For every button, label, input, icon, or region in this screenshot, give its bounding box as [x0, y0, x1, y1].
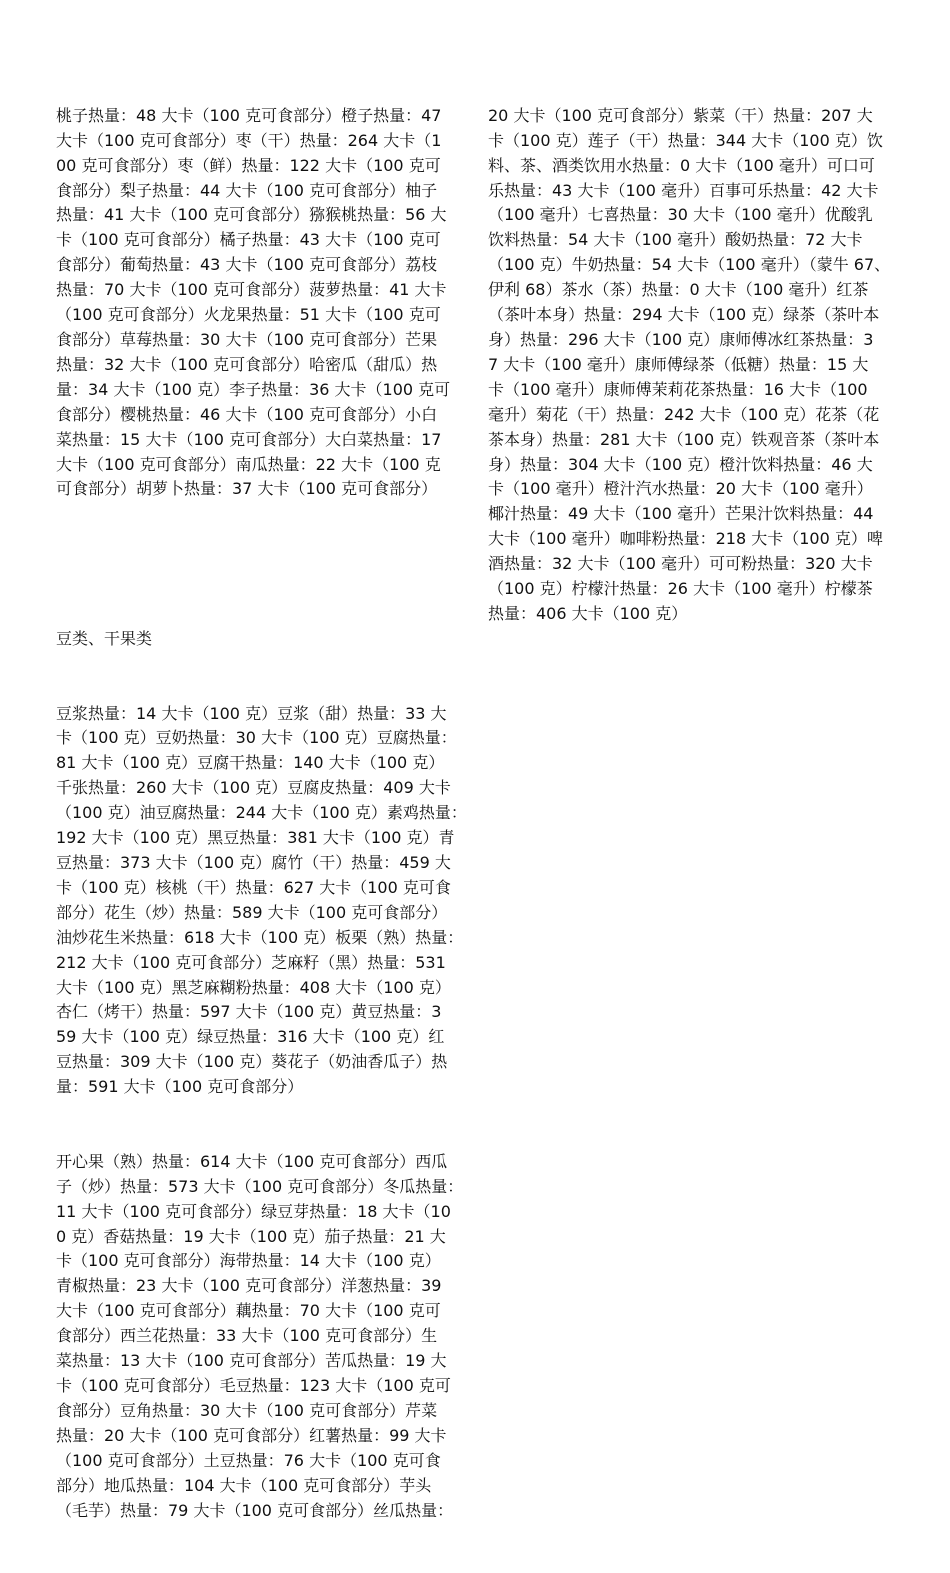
text-line: 卡（100 克可食部分）海带热量：14 大卡（100 克） — [56, 1251, 441, 1271]
text-line: 81 大卡（100 克）豆腐干热量：140 大卡（100 克） — [56, 753, 445, 773]
text-line: 食部分）葡萄热量：43 大卡（100 克可食部分）荔枝 — [56, 255, 438, 275]
text-line: 豆浆热量：14 大卡（100 克）豆浆（甜）热量：33 大 — [56, 703, 447, 723]
left-column — [56, 54, 470, 1573]
text-line: 开心果（熟）热量：614 大卡（100 克可食部分）西瓜 — [56, 1151, 448, 1171]
text-line: 卡（100 毫升）康师傅茉莉花茶热量：16 大卡（100 — [488, 379, 868, 399]
text-line: 热量：41 大卡（100 克可食部分）猕猴桃热量：56 大 — [56, 205, 447, 225]
text-line: 量：34 大卡（100 克）李子热量：36 大卡（100 克可 — [56, 379, 451, 399]
beans-paragraph — [56, 702, 470, 1101]
text-line: 桃子热量：48 大卡（100 克可食部分）橙子热量：47 — [56, 105, 442, 125]
text-line: 食部分）西兰花热量：33 大卡（100 克可食部分）生 — [56, 1326, 438, 1346]
text-line: 青椒热量：23 大卡（100 克可食部分）洋葱热量：39 — [56, 1276, 442, 1296]
text-line: （茶叶本身）热量：294 大卡（100 克）绿茶（茶叶本 — [488, 305, 880, 325]
text-line: （100 克）柠檬汁热量：26 大卡（100 毫升）柠檬茶 — [488, 579, 873, 599]
text-line: 部分）花生（炒）热量：589 大卡（100 克可食部分） — [56, 902, 448, 922]
text-line: 大卡（100 克）黑芝麻糊粉热量：408 大卡（100 克） — [56, 977, 451, 997]
text-line: 卡（100 克）核桃（干）热量：627 大卡（100 克可食 — [56, 877, 451, 897]
text-line: 大卡（100 克可食部分）枣（干）热量：264 大卡（1 — [56, 130, 442, 150]
text-line: 热量：32 大卡（100 克可食部分）哈密瓜（甜瓜）热 — [56, 354, 438, 374]
text-line: 乐热量：43 大卡（100 毫升）百事可乐热量：42 大卡 — [488, 180, 879, 200]
drinks-paragraph — [488, 104, 900, 627]
text-line: （100 克）牛奶热量：54 大卡（100 毫升）（蒙牛 67、 — [488, 255, 891, 275]
text-line: 热量：406 大卡（100 克） — [488, 603, 688, 623]
text-line: 热量：20 大卡（100 克可食部分）红薯热量：99 大卡 — [56, 1425, 447, 1445]
text-line: 椰汁热量：49 大卡（100 毫升）芒果汁饮料热量：44 — [488, 504, 874, 524]
text-line: （100 克）油豆腐热量：244 大卡（100 克）素鸡热量： — [56, 803, 467, 823]
text-line: 11 大卡（100 克可食部分）绿豆芽热量：18 大卡（10 — [56, 1201, 451, 1221]
text-line: 192 大卡（100 克）黑豆热量：381 大卡（100 克）青 — [56, 828, 455, 848]
text-line: 伊利 68）茶水（茶）热量：0 大卡（100 毫升）红茶 — [488, 280, 869, 300]
text-line: （100 克可食部分）土豆热量：76 大卡（100 克可食 — [56, 1450, 441, 1470]
text-line: 子（炒）热量：573 大卡（100 克可食部分）冬瓜热量： — [56, 1176, 464, 1196]
paragraph-gap — [56, 552, 470, 577]
text-line: 0 克）香菇热量：19 大卡（100 克）茄子热量：21 大 — [56, 1226, 446, 1246]
text-line: 部分）地瓜热量：104 大卡（100 克可食部分）芋头 — [56, 1475, 432, 1495]
text-line: 食部分）豆角热量：30 大卡（100 克可食部分）芹菜 — [56, 1400, 438, 1420]
section-heading: 豆类、干果类 — [56, 628, 153, 648]
text-line: 00 克可食部分）枣（鲜）热量：122 大卡（100 克可 — [56, 155, 441, 175]
text-line: 卡（100 克可食部分）橘子热量：43 大卡（100 克可 — [56, 230, 441, 250]
text-line: 卡（100 克）豆奶热量：30 大卡（100 克）豆腐热量： — [56, 728, 457, 748]
text-line: 212 大卡（100 克可食部分）芝麻籽（黑）热量：531 — [56, 952, 446, 972]
text-line: 食部分）樱桃热量：46 大卡（100 克可食部分）小白 — [56, 404, 438, 424]
text-line: （100 毫升）七喜热量：30 大卡（100 毫升）优酸乳 — [488, 205, 873, 225]
text-line: 大卡（100 克可食部分）藕热量：70 大卡（100 克可 — [56, 1301, 441, 1321]
text-line: 大卡（100 毫升）咖啡粉热量：218 大卡（100 克）啤 — [488, 529, 883, 549]
text-line: （毛芋）热量：79 大卡（100 克可食部分）丝瓜热量： — [56, 1500, 454, 1520]
text-line: 菜热量：13 大卡（100 克可食部分）苦瓜热量：19 大 — [56, 1351, 447, 1371]
text-line: 杏仁（烤干）热量：597 大卡（100 克）黄豆热量：3 — [56, 1002, 442, 1022]
text-line: 油炒花生米热量：618 大卡（100 克）板栗（熟）热量： — [56, 927, 464, 947]
text-line: 食部分）梨子热量：44 大卡（100 克可食部分）柚子 — [56, 180, 438, 200]
text-line: 食部分）草莓热量：30 大卡（100 克可食部分）芒果 — [56, 329, 438, 349]
text-line: 豆热量：309 大卡（100 克）葵花子（奶油香瓜子）热 — [56, 1052, 448, 1072]
text-line: 身）热量：304 大卡（100 克）橙汁饮料热量：46 大 — [488, 454, 873, 474]
text-line: 59 大卡（100 克）绿豆热量：316 大卡（100 克）红 — [56, 1027, 445, 1047]
text-line: 卡（100 毫升）橙汁汽水热量：20 大卡（100 毫升） — [488, 479, 873, 499]
text-line: 豆热量：373 大卡（100 克）腐竹（干）热量：459 大 — [56, 852, 451, 872]
text-line: 毫升）菊花（干）热量：242 大卡（100 克）花茶（花 — [488, 404, 880, 424]
text-line: （100 克可食部分）火龙果热量：51 大卡（100 克可 — [56, 305, 441, 325]
text-line: 卡（100 克可食部分）毛豆热量：123 大卡（100 克可 — [56, 1376, 451, 1396]
text-line: 热量：70 大卡（100 克可食部分）菠萝热量：41 大卡 — [56, 280, 447, 300]
text-line: 大卡（100 克可食部分）南瓜热量：22 大卡（100 克 — [56, 454, 441, 474]
text-line: 千张热量：260 大卡（100 克）豆腐皮热量：409 大卡 — [56, 778, 451, 798]
text-line: 卡（100 克）莲子（干）热量：344 大卡（100 克）饮 — [488, 130, 883, 150]
text-line: 20 大卡（100 克可食部分）紫菜（干）热量：207 大 — [488, 105, 873, 125]
text-line: 7 大卡（100 毫升）康师傅绿茶（低糖）热量：15 大 — [488, 354, 869, 374]
text-line: 茶本身）热量：281 大卡（100 克）铁观音茶（茶叶本 — [488, 429, 880, 449]
text-line: 菜热量：15 大卡（100 克可食部分）大白菜热量：17 — [56, 429, 442, 449]
text-line: 饮料热量：54 大卡（100 毫升）酸奶热量：72 大卡 — [488, 230, 863, 250]
text-line: 可食部分）胡萝卜热量：37 大卡（100 克可食部分） — [56, 479, 438, 499]
vegetables-paragraph — [56, 1150, 470, 1524]
right-column — [488, 54, 900, 677]
text-line: 酒热量：32 大卡（100 毫升）可可粉热量：320 大卡 — [488, 554, 873, 574]
text-line: 量：591 大卡（100 克可食部分） — [56, 1077, 304, 1097]
text-line: 料、茶、酒类饮用水热量：0 大卡（100 毫升）可口可 — [488, 155, 875, 175]
text-line: 身）热量：296 大卡（100 克）康师傅冰红茶热量：3 — [488, 329, 874, 349]
fruits-paragraph — [56, 104, 470, 503]
